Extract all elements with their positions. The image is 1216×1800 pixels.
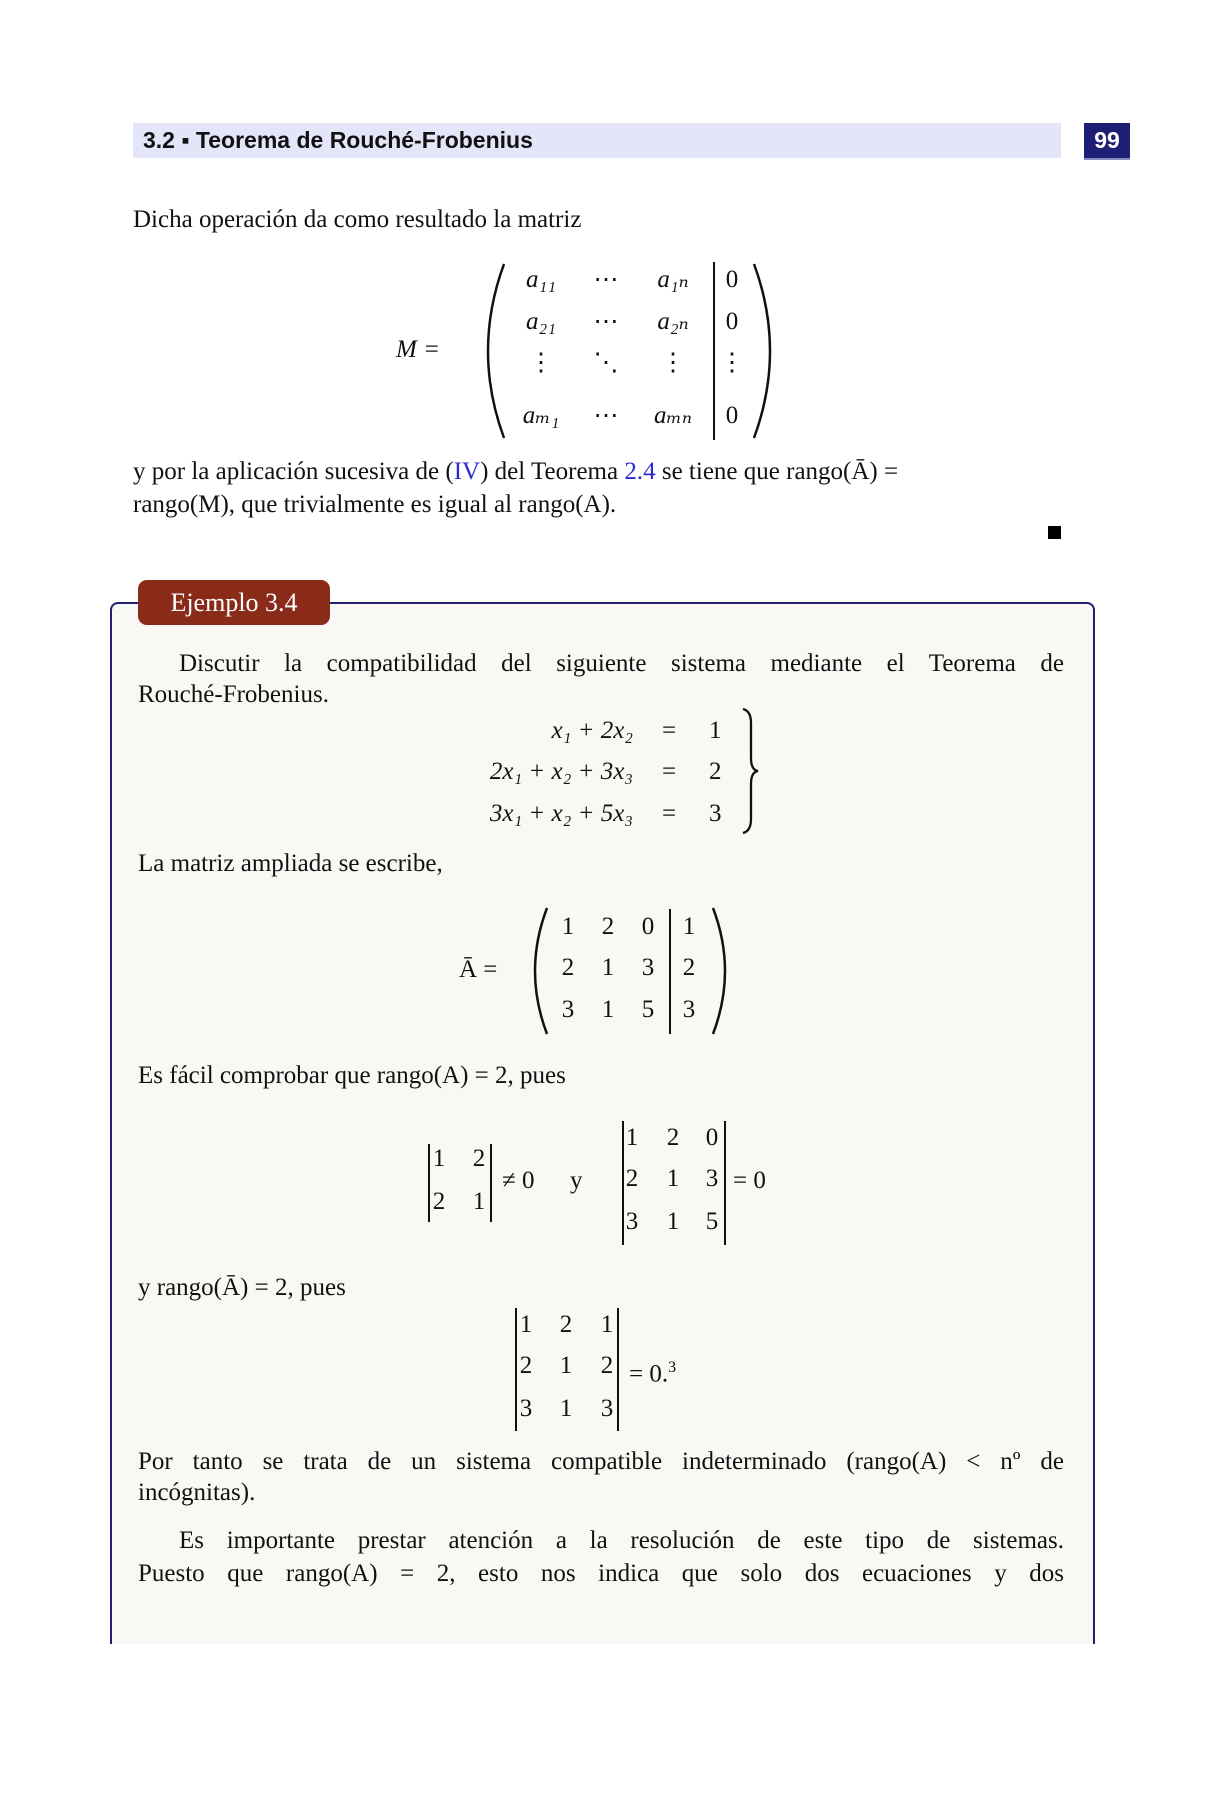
matrix-cell: 2 bbox=[472, 1145, 486, 1172]
det2-relation: ≠ 0 bbox=[502, 1167, 535, 1194]
example-statement: Discutir la compatibilidad del siguiente sistema mediante el Teorema de bbox=[179, 650, 1064, 677]
matrix-cell: 2 bbox=[601, 913, 615, 940]
matrix-cell: 5 bbox=[705, 1208, 719, 1235]
right-paren bbox=[752, 262, 788, 440]
text: ) del Teorema bbox=[480, 458, 625, 485]
matrix-cell: a₂ₙ bbox=[657, 308, 689, 335]
matrix-cell: 1 bbox=[559, 1352, 573, 1379]
matrix-cell: 1 bbox=[601, 954, 615, 981]
matrix-cell: 3 bbox=[682, 996, 696, 1023]
det-bar bbox=[490, 1144, 492, 1222]
rango-a-text: Es fácil comprobar que rango(A) = 2, pues bbox=[138, 1062, 566, 1089]
matrix-cell: 2 bbox=[682, 954, 696, 981]
matrix-cell: 3 bbox=[561, 996, 575, 1023]
matrix-cell: 0 bbox=[725, 308, 739, 335]
important-text: Es importante prestar atención a la resolución de este tipo de sistemas. bbox=[179, 1527, 1064, 1554]
matrix-cell: 2 bbox=[561, 954, 575, 981]
example-statement2: Rouché-Frobenius. bbox=[138, 681, 329, 708]
footnote-mark[interactable]: 3 bbox=[668, 1359, 677, 1376]
det-bar bbox=[724, 1121, 726, 1245]
intro-text: Dicha operación da como resultado la matriz bbox=[133, 206, 582, 233]
intro-text-line3: rango(M), que trivialmente es igual al rango(A). bbox=[133, 491, 617, 518]
matrix-cell: ⋮ bbox=[528, 349, 554, 376]
important-text2: Puesto que rango(A) = 2, esto nos indica que solo dos ecuaciones y dos bbox=[138, 1560, 1064, 1587]
matrix-cell: 1 bbox=[559, 1395, 573, 1422]
matrix-cell: 3 bbox=[600, 1395, 614, 1422]
matrix-cell: ⋯ bbox=[593, 402, 619, 429]
matrix-cell: 1 bbox=[601, 996, 615, 1023]
text: y por la aplicación sucesiva de ( bbox=[133, 458, 454, 485]
matrix-cell: 3 bbox=[519, 1395, 533, 1422]
equation-lhs: 3x₁ + x₂ + 5x₃ bbox=[489, 800, 633, 827]
matrix-cell: ⋯ bbox=[593, 308, 619, 335]
matrix-cell: 0 bbox=[725, 402, 739, 429]
matrix-cell: ⋯ bbox=[593, 266, 619, 293]
ref-link-theorem[interactable]: 2.4 bbox=[624, 458, 656, 485]
matrix-cell: aₘₙ bbox=[654, 402, 692, 429]
matrix-cell: 1 bbox=[666, 1165, 680, 1192]
matrix-cell: 2 bbox=[432, 1188, 446, 1215]
right-paren bbox=[711, 906, 739, 1036]
matrix-cell: 3 bbox=[641, 954, 655, 981]
matrix-cell: ⋮ bbox=[719, 349, 745, 376]
matrix-cell: a₁₁ bbox=[526, 266, 556, 293]
matrix-cell: 2 bbox=[600, 1352, 614, 1379]
matrix-cell: 5 bbox=[641, 996, 655, 1023]
example-tab: Ejemplo 3.4 bbox=[138, 580, 330, 625]
ampliada-text: La matriz ampliada se escribe, bbox=[138, 850, 443, 877]
equation-rhs: 2 bbox=[709, 758, 722, 785]
matrix-cell: 0 bbox=[725, 266, 739, 293]
matrix-cell: a₂₁ bbox=[526, 308, 556, 335]
equation-eq: = bbox=[662, 800, 677, 827]
section-header bbox=[133, 123, 1061, 158]
matrix-cell: 0 bbox=[705, 1124, 719, 1151]
det-bar bbox=[622, 1121, 624, 1245]
matrix-cell: 1 bbox=[625, 1124, 639, 1151]
matrix-cell: 1 bbox=[472, 1188, 486, 1215]
equation-rhs: 1 bbox=[709, 717, 722, 744]
matrix-cell: aₘ₁ bbox=[522, 402, 560, 429]
page-number: 99 bbox=[1084, 123, 1130, 160]
matrix-cell: 1 bbox=[666, 1208, 680, 1235]
section-title: 3.2 ▪ Teorema de Rouché-Frobenius bbox=[143, 127, 533, 153]
matrix-cell: 2 bbox=[625, 1165, 639, 1192]
matrix-cell: 2 bbox=[559, 1311, 573, 1338]
matrix-cell: 2 bbox=[666, 1124, 680, 1151]
rango-abar-text: y rango(Ā) = 2, pues bbox=[138, 1274, 346, 1301]
intro-text-line2 bbox=[133, 457, 1061, 487]
matrix-cell: 1 bbox=[561, 913, 575, 940]
matrix-cell: 1 bbox=[682, 913, 696, 940]
relation: = 0. bbox=[629, 1360, 669, 1388]
ref-link-iv[interactable]: IV bbox=[453, 458, 481, 485]
matrix-cell: 1 bbox=[432, 1145, 446, 1172]
matrix-cell: ⋮ bbox=[660, 349, 686, 376]
right-brace bbox=[741, 708, 759, 834]
equation-rhs: 3 bbox=[709, 800, 722, 827]
conclusion-text: Por tanto se trata de un sistema compatible indeterminado (rango(A) < nº de bbox=[138, 1448, 1064, 1475]
det-bar bbox=[428, 1144, 430, 1222]
matrix-cell: a₁ₙ bbox=[657, 266, 689, 293]
qed-square-icon bbox=[1048, 526, 1061, 539]
matrix-cell: 2 bbox=[519, 1352, 533, 1379]
left-paren bbox=[470, 262, 506, 440]
det-bar bbox=[515, 1308, 517, 1431]
matrix-cell: 1 bbox=[600, 1311, 614, 1338]
matrix-cell: 1 bbox=[519, 1311, 533, 1338]
equation-lhs: 2x₁ + x₂ + 3x₃ bbox=[489, 758, 633, 785]
conclusion-text2: incógnitas). bbox=[138, 1479, 256, 1506]
det3a-relation: = 0 bbox=[733, 1167, 766, 1194]
ampliada-label: Ā = bbox=[459, 956, 498, 983]
matrix-m-label: M = bbox=[396, 336, 440, 363]
det3b-relation bbox=[629, 1353, 676, 1389]
equation-eq: = bbox=[662, 717, 677, 744]
matrix-cell: 3 bbox=[625, 1208, 639, 1235]
matrix-cell: 0 bbox=[641, 913, 655, 940]
augment-bar bbox=[669, 909, 671, 1034]
text: se tiene que rango(Ā) = bbox=[655, 458, 899, 485]
matrix-cell: ⋱ bbox=[593, 349, 619, 376]
det-bar bbox=[617, 1308, 619, 1431]
matrix-cell: 3 bbox=[705, 1165, 719, 1192]
left-paren bbox=[521, 906, 549, 1036]
augment-bar bbox=[713, 262, 715, 440]
equation-eq: = bbox=[662, 758, 677, 785]
equation-lhs: x₁ + 2x₂ bbox=[551, 717, 633, 744]
connector-text: y bbox=[570, 1167, 583, 1194]
